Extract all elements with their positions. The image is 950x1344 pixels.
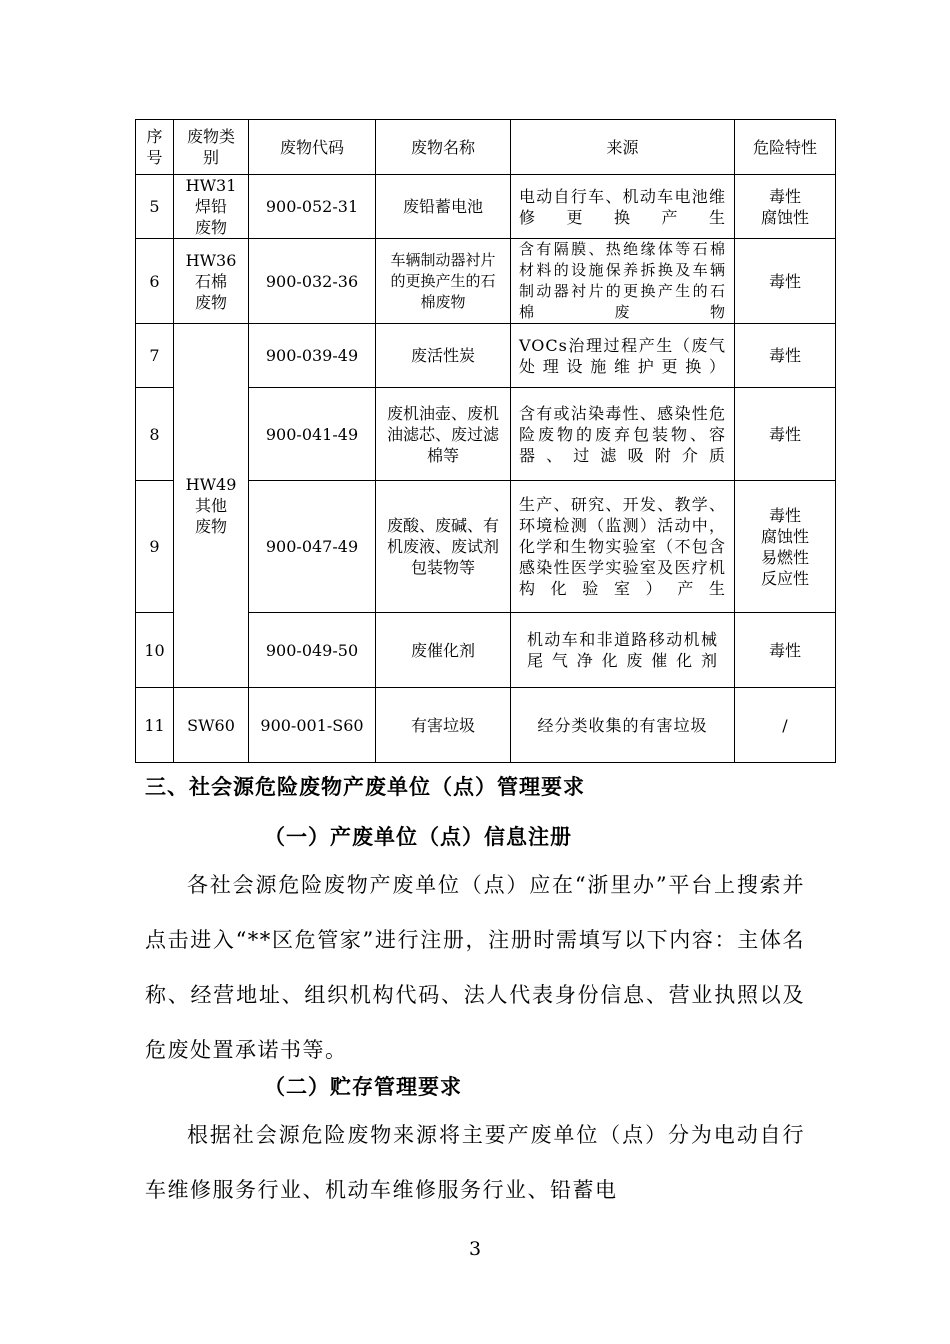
row-number: 10 <box>136 613 174 688</box>
table-row <box>136 688 836 763</box>
waste-source: 生产、研究、开发、教学、环境检测（监测）活动中，化学和生物实验室（不包含感染性医学实验室及医疗机构化验室）产生 <box>511 481 735 613</box>
waste-name: 废活性炭 <box>376 324 511 388</box>
row-number: 6 <box>136 239 174 324</box>
waste-source: 机动车和非道路移动机械尾气净化废催化剂 <box>511 613 735 688</box>
waste-code: 900-039-49 <box>249 324 376 388</box>
header-cell: 序号 <box>136 120 174 175</box>
waste-code: 900-032-36 <box>249 239 376 324</box>
header-cell: 废物类别 <box>174 120 249 175</box>
hazard-property: 毒性 <box>735 324 836 388</box>
waste-source: 经分类收集的有害垃圾 <box>511 688 735 763</box>
table-row <box>136 239 836 324</box>
waste-code: 900-049-50 <box>249 613 376 688</box>
waste-name: 废酸、废碱、有机废液、废试剂包装物等 <box>376 481 511 613</box>
row-number: 5 <box>136 175 174 239</box>
waste-code: 900-047-49 <box>249 481 376 613</box>
page-number: 3 <box>468 1238 482 1260</box>
waste-source: 电动自行车、机动车电池维修更换产生 <box>511 175 735 239</box>
hazard-property: 毒性 <box>735 388 836 481</box>
header-cell: 废物名称 <box>376 120 511 175</box>
hazardous-waste-table <box>135 119 836 763</box>
waste-name: 废铅蓄电池 <box>376 175 511 239</box>
hazard-property: 毒性 <box>735 239 836 324</box>
table-header-row <box>136 120 836 175</box>
row-number: 8 <box>136 388 174 481</box>
table-row <box>136 324 836 388</box>
waste-name: 废催化剂 <box>376 613 511 688</box>
header-cell: 废物代码 <box>249 120 376 175</box>
hazard-property: / <box>735 688 836 763</box>
section-heading: 三、社会源危险废物产废单位（点）管理要求 <box>145 775 585 799</box>
waste-name: 废机油壶、废机油滤芯、废过滤棉等 <box>376 388 511 481</box>
subsection-heading-registration: （一）产废单位（点）信息注册 <box>264 825 572 849</box>
waste-name: 车辆制动器衬片的更换产生的石棉废物 <box>376 239 511 324</box>
table-row <box>136 175 836 239</box>
registration-paragraph: 各社会源危险废物产废单位（点）应在“浙里办”平台上搜索并点击进入“**区危管家”进行注册，注册时需填写以下内容：主体名称、经营地址、组织机构代码、法人代表身份信息、营业执照以及危废处置承诺书等。 <box>145 873 805 1062</box>
waste-category: HW31 焊铅 废物 <box>174 175 249 239</box>
waste-source: 含有隔膜、热绝缘体等石棉材料的设施保养拆换及车辆制动器衬片的更换产生的石棉废物 <box>511 239 735 324</box>
waste-code: 900-052-31 <box>249 175 376 239</box>
subsection-heading-storage: （二）贮存管理要求 <box>264 1075 462 1099</box>
row-number: 9 <box>136 481 174 613</box>
waste-category: HW49 其他 废物 <box>174 324 249 688</box>
row-number: 11 <box>136 688 174 763</box>
waste-category: HW36 石棉 废物 <box>174 239 249 324</box>
waste-source: 含有或沾染毒性、感染性危险废物的废弃包装物、容器、过滤吸附介质 <box>511 388 735 481</box>
hazard-property: 毒性 腐蚀性 易燃性 反应性 <box>735 481 836 613</box>
waste-code: 900-001-S60 <box>249 688 376 763</box>
waste-code: 900-041-49 <box>249 388 376 481</box>
waste-name: 有害垃圾 <box>376 688 511 763</box>
row-number: 7 <box>136 324 174 388</box>
hazard-property: 毒性 腐蚀性 <box>735 175 836 239</box>
hazard-property: 毒性 <box>735 613 836 688</box>
header-cell: 来源 <box>511 120 735 175</box>
waste-category: SW60 <box>174 688 249 763</box>
storage-paragraph: 根据社会源危险废物来源将主要产废单位（点）分为电动自行车维修服务行业、机动车维修服务行业、铅蓄电 <box>145 1123 805 1202</box>
waste-source: VOCs治理过程产生（废气处理设施维护更换） <box>511 324 735 388</box>
header-cell: 危险特性 <box>735 120 836 175</box>
